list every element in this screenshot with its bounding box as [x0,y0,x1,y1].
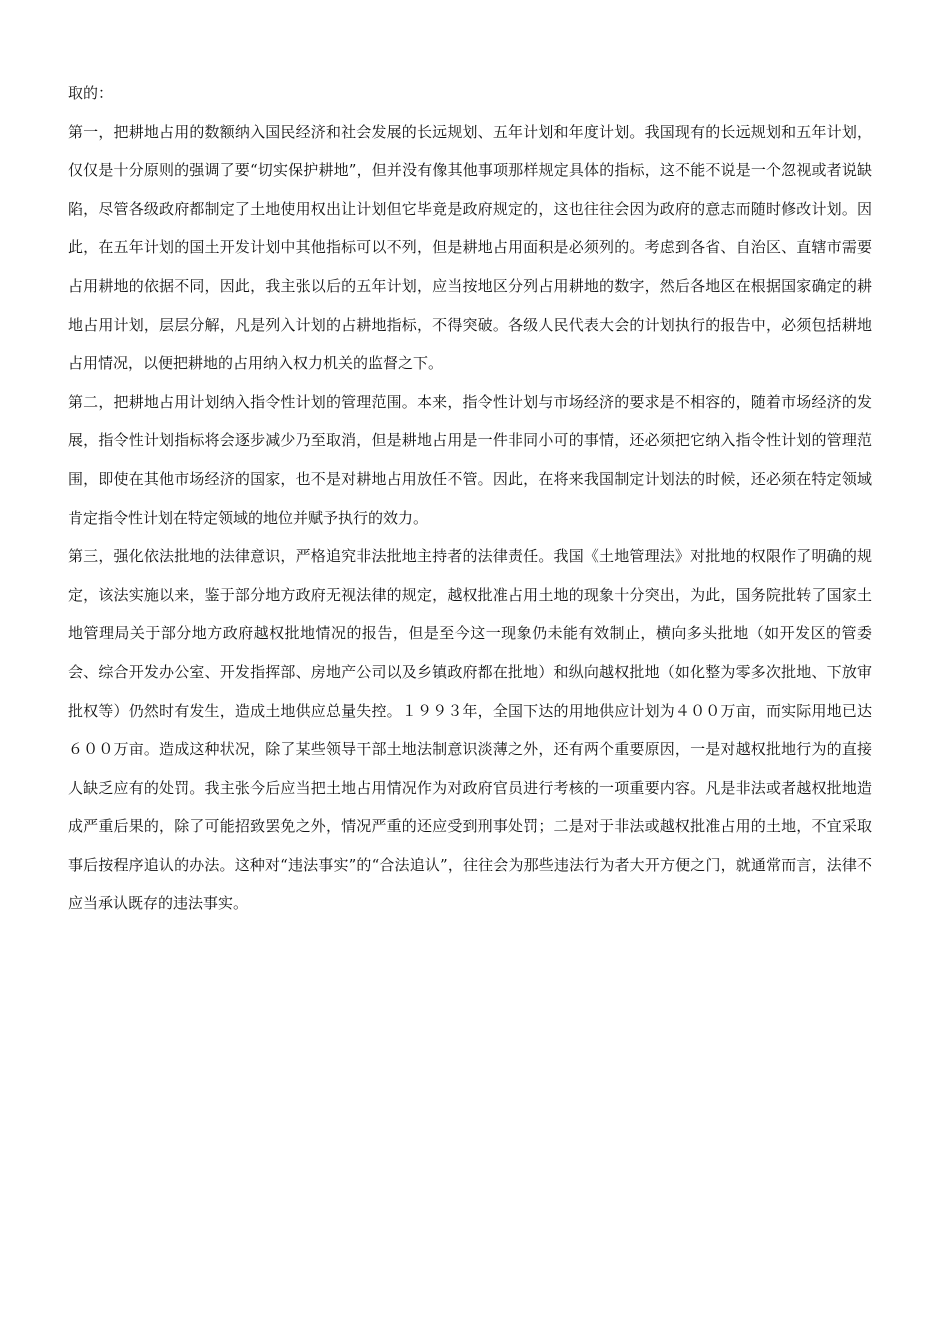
paragraph-second-point: 第二，把耕地占用计划纳入指令性计划的管理范围。本来，指令性计划与市场经济的要求是不相容的，随着市场经济的发展，指令性计划指标将会逐步减少乃至取消，但是耕地占用是一件非同小可的事情，还必须把它纳入指令性计划的管理范围，即使在其他市场经济的国家，也不是对耕地占用放任不管。因此，在将来我国制定计划法的时候，还必须在特定领域肯定指令性计划在特定领域的地位并赋予执行的效力。 [68,392,872,527]
paragraph-third-point: 第三，强化依法批地的法律意识，严格追究非法批地主持者的法律责任。我国《土地管理法》对批地的权限作了明确的规定，该法实施以来，鉴于部分地方政府无视法律的规定，越权批准占用土地的现象十分突出，为此，国务院批转了国家土地管理局关于部分地方政府越权批地情况的报告，但是至今这一现象仍未能有效制止，横向多头批地（如开发区的管委会、综合开发办公室、开发指挥部、房地产公司以及乡镇政府都在批地）和纵向越权批地（如化整为零多次批地、下放审批权等）仍然时有发生，造成土地供应总量失控。１９９３年，全国下达的用地供应计划为４００万亩，而实际用地已达６００万亩。造成这种状况，除了某些领导干部土地法制意识淡薄之外，还有两个重要原因，一是对越权批地行为的直接人缺乏应有的处罚。我主张今后应当把土地占用情况作为对政府官员进行考核的一项重要内容。凡是非法或者越权批地造成严重后果的，除了可能招致罢免之外，情况严重的还应受到刑事处罚；二是对于非法或越权批准占用的土地，不宜采取事后按程序追认的办法。这种对“违法事实”的“合法追认”，往往会为那些违法行为者大开方便之门，就通常而言，法律不应当承认既存的违法事实。 [68,547,872,913]
paragraph-first-point: 第一，把耕地占用的数额纳入国民经济和社会发展的长远规划、五年计划和年度计划。我国现有的长远规划和五年计划，仅仅是十分原则的强调了要“切实保护耕地”，但并没有像其他事项那样规定具体的指标，这不能不说是一个忽视或者说缺陷，尽管各级政府都制定了土地使用权出让计划但它毕竟是政府规定的，这也往往会因为政府的意志而随时修改计划。因此，在五年计划的国土开发计划中其他指标可以不列，但是耕地占用面积是必须列的。考虑到各省、自治区、直辖市需要占用耕地的依据不同，因此，我主张以后的五年计划，应当按地区分列占用耕地的数字，然后各地区在根据国家确定的耕地占用计划，层层分解，凡是列入计划的占耕地指标，不得突破。各级人民代表大会的计划执行的报告中，必须包括耕地占用情况，以便把耕地的占用纳入权力机关的监督之下。 [68,122,872,373]
paragraph-continuation: 取的： [68,84,114,102]
